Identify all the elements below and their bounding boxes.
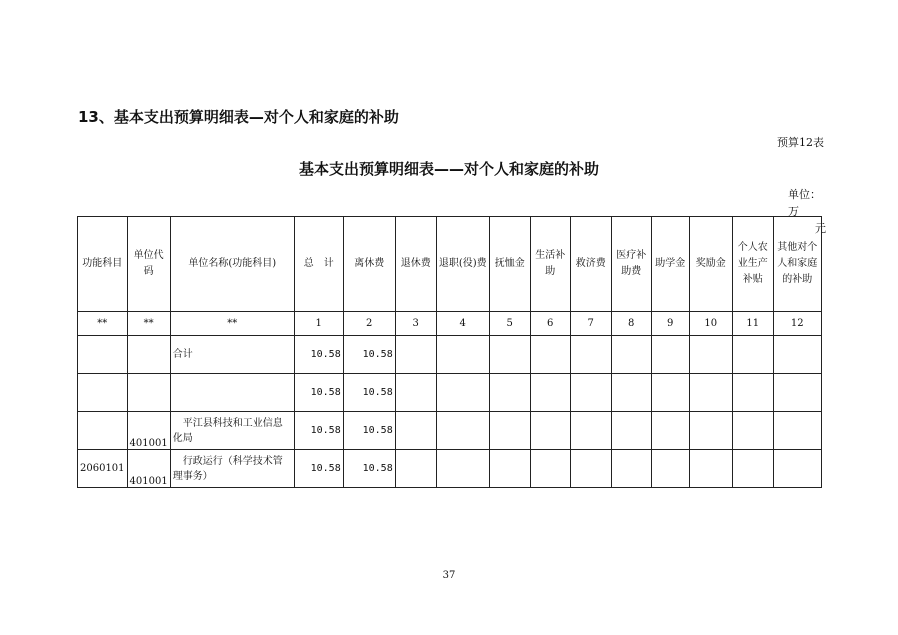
empty-cell <box>570 412 611 450</box>
function-code-cell <box>78 412 128 450</box>
header-cell: 功能科目 <box>78 217 128 312</box>
unit-label-line2: 元 <box>815 222 826 235</box>
unit-name-cell <box>170 374 294 412</box>
empty-cell <box>732 374 773 412</box>
function-code-cell: 2060101 <box>78 450 128 488</box>
header-cell: 奖励金 <box>689 217 732 312</box>
empty-cell <box>611 412 651 450</box>
header-cell: 医疗补助费 <box>611 217 651 312</box>
index-cell: 12 <box>773 312 821 336</box>
lixiu-cell: 10.58 <box>343 374 395 412</box>
table-row <box>78 450 822 488</box>
empty-cell <box>395 374 436 412</box>
unit-code-cell <box>127 336 170 374</box>
empty-cell <box>651 450 689 488</box>
empty-cell <box>651 336 689 374</box>
subsidy-table <box>77 216 822 488</box>
header-cell: 其他对个人和家庭的补助 <box>773 217 821 312</box>
header-cell: 抚恤金 <box>489 217 530 312</box>
lixiu-cell: 10.58 <box>343 336 395 374</box>
total-cell: 10.58 <box>294 336 343 374</box>
section-title: 13、基本支出预算明细表—对个人和家庭的补助 <box>78 108 399 126</box>
empty-cell <box>436 374 489 412</box>
unit-code-cell: 401001 <box>127 412 170 450</box>
unit-name-cell: 行政运行（科学技术管理事务） <box>170 450 294 488</box>
lixiu-cell: 10.58 <box>343 450 395 488</box>
index-cell: 8 <box>611 312 651 336</box>
empty-cell <box>395 450 436 488</box>
index-cell: 10 <box>689 312 732 336</box>
total-cell: 10.58 <box>294 450 343 488</box>
empty-cell <box>732 450 773 488</box>
empty-cell <box>530 450 570 488</box>
empty-cell <box>436 450 489 488</box>
empty-cell <box>611 336 651 374</box>
table-title: 基本支出预算明细表——对个人和家庭的补助 <box>298 160 599 178</box>
unit-label-line1: 单位：万 <box>788 188 821 218</box>
empty-cell <box>689 374 732 412</box>
index-cell: 4 <box>436 312 489 336</box>
budget-table-number: 预算12表 <box>777 136 824 149</box>
empty-cell <box>530 336 570 374</box>
empty-cell <box>570 336 611 374</box>
index-cell: 9 <box>651 312 689 336</box>
empty-cell <box>689 412 732 450</box>
total-cell: 10.58 <box>294 374 343 412</box>
index-cell: ** <box>127 312 170 336</box>
empty-cell <box>651 374 689 412</box>
unit-code-cell: 401001 <box>127 450 170 488</box>
total-cell: 10.58 <box>294 412 343 450</box>
empty-cell <box>611 374 651 412</box>
header-cell: 退职(役)费 <box>436 217 489 312</box>
empty-cell <box>489 450 530 488</box>
empty-cell <box>773 412 821 450</box>
empty-cell <box>773 450 821 488</box>
empty-cell <box>773 374 821 412</box>
index-cell: 2 <box>343 312 395 336</box>
empty-cell <box>732 412 773 450</box>
empty-cell <box>436 412 489 450</box>
empty-cell <box>651 412 689 450</box>
page-number: 37 <box>442 570 456 581</box>
empty-cell <box>689 336 732 374</box>
header-cell: 个人农业生产补贴 <box>732 217 773 312</box>
empty-cell <box>395 336 436 374</box>
index-cell: 11 <box>732 312 773 336</box>
index-cell: 3 <box>395 312 436 336</box>
header-cell: 单位名称(功能科目) <box>170 217 294 312</box>
unit-code-cell <box>127 374 170 412</box>
index-cell: 6 <box>530 312 570 336</box>
index-cell: ** <box>170 312 294 336</box>
header-cell: 总 计 <box>294 217 343 312</box>
function-code-cell <box>78 374 128 412</box>
empty-cell <box>773 336 821 374</box>
empty-cell <box>436 336 489 374</box>
lixiu-cell: 10.58 <box>343 412 395 450</box>
unit-name-cell: 合计 <box>170 336 294 374</box>
index-cell: 1 <box>294 312 343 336</box>
empty-cell <box>489 412 530 450</box>
header-cell: 生活补助 <box>530 217 570 312</box>
empty-cell <box>489 374 530 412</box>
index-row <box>78 312 822 336</box>
index-cell: ** <box>78 312 128 336</box>
index-cell: 5 <box>489 312 530 336</box>
empty-cell <box>732 336 773 374</box>
header-cell: 退休费 <box>395 217 436 312</box>
header-cell: 单位代码 <box>127 217 170 312</box>
empty-cell <box>489 336 530 374</box>
unit-name-cell: 平江县科技和工业信息化局 <box>170 412 294 450</box>
index-cell: 7 <box>570 312 611 336</box>
table-row <box>78 412 822 450</box>
empty-cell <box>395 412 436 450</box>
function-code-cell <box>78 336 128 374</box>
empty-cell <box>530 412 570 450</box>
table-row <box>78 374 822 412</box>
header-cell: 救济费 <box>570 217 611 312</box>
table-row <box>78 336 822 374</box>
header-cell: 助学金 <box>651 217 689 312</box>
header-cell: 离休费 <box>343 217 395 312</box>
table-header-row <box>78 217 822 312</box>
empty-cell <box>689 450 732 488</box>
empty-cell <box>611 450 651 488</box>
empty-cell <box>530 374 570 412</box>
empty-cell <box>570 374 611 412</box>
empty-cell <box>570 450 611 488</box>
